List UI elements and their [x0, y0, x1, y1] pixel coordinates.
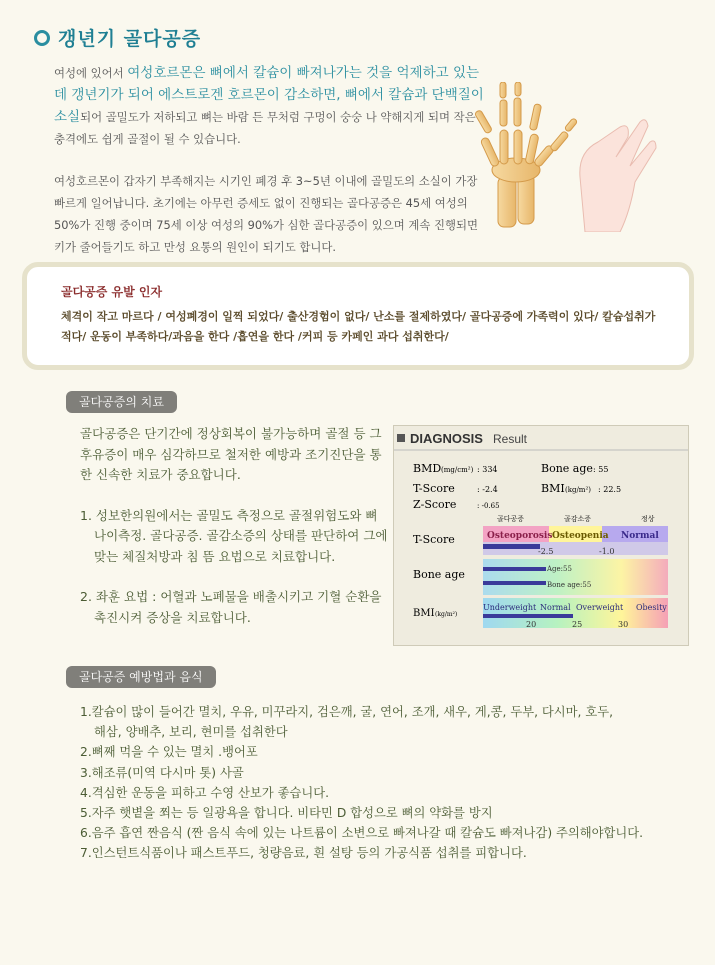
prevention-item: 6.음주 흡연 짠음식 (짠 음식 속에 있는 나트륨이 소변으로 빠져나갈 때 칼슘도 빠져나감) 주의해야합니다. [80, 826, 644, 841]
prevention-list [80, 702, 680, 864]
cat-osteoporosis: Osteoporosis [487, 531, 553, 541]
zscore-label: Z-Score [413, 498, 457, 511]
row-boneage: Bone age [413, 568, 465, 581]
boneage-scale [483, 559, 668, 595]
diagnosis-result-graphic [394, 426, 688, 645]
prevention-item: 2.뼈째 먹을 수 있는 멸치 .뱅어포 [80, 745, 258, 760]
header-square-icon [397, 434, 405, 442]
bmi-cat-overweight: Overweight [576, 603, 624, 612]
bone-age-bar-label: Bone age:55 [547, 581, 592, 589]
intro-paragraph-1: 여성에 있어서 여성호르몬은 뼈에서 칼슘이 빠져나가는 것을 억제하고 있는데 갱년기가 되어 에스트로겐 호르몬이 감소하면, 뼈에서 칼슘과 단백질이 소실되어 골밀도가 저하되고 뼈는 바람 든 무처럼 구멍이 숭숭 나 약해지게 되며 작은 충격에도 쉽게 골절이 될 수 있습니다. [54, 65, 484, 146]
treatment-item-1: 1. 성보한의원에서는 골밀도 측정으로 골절위험도와 뼈 나이측정. 골다공증. 골감소증의 상태를 판단하여 그에 맞는 체질처방과 침 뜸 요법으로 치료합니다. [80, 507, 388, 564]
treatment-item-2: 2. 좌훈 요법 : 어혈과 노폐물을 배출시키고 기혈 순환을 촉진시켜 증상을 치료합니다. [80, 589, 382, 625]
intro-text [54, 62, 484, 278]
row-tscore: T-Score [413, 533, 455, 546]
tscore-tick-2: -1.0 [599, 547, 615, 556]
prevention-item: 해삼, 양배추, 보리, 현미를 섭취한다 [94, 725, 288, 740]
bone-age-bar [483, 581, 546, 585]
tscore-value: : -2.4 [477, 485, 498, 494]
bmi-label: BMI [541, 482, 565, 495]
bone-age-label: Bone age [541, 462, 593, 475]
prevention-item: 1.칼슘이 많이 들어간 멸치, 우유, 미꾸라지, 검은깨, 굴, 연어, 조개, 새우, 게,콩, 두부, 다시마, 호두, [80, 705, 614, 719]
bmi-cat-normal: Normal [540, 603, 571, 612]
diagnosis-result-panel [393, 425, 689, 646]
cat-normal: Normal [621, 531, 659, 541]
circle-bullet-icon [34, 30, 50, 46]
tscore-bar [483, 544, 540, 549]
prevention-item: 7.인스턴트식품이나 패스트푸드, 청량음료, 흰 설탕 등의 가공식품 섭취를 피합니다. [80, 846, 527, 861]
treatment-text [80, 424, 390, 628]
col-osteoporosis: 골다공증 [497, 515, 525, 523]
prevention-item: 4.격심한 운동을 피하고 수영 산보가 좋습니다. [80, 785, 330, 800]
bmi-cat-underweight: Underweight [483, 603, 537, 612]
age-bar [483, 567, 546, 571]
zscore-value: : -0.65 [477, 502, 500, 510]
risk-factors-box [22, 262, 694, 370]
row-bmi-unit: (kg/m²) [435, 611, 458, 618]
prevention-section-label: 골다공증 예방법과 음식 [66, 666, 216, 688]
bmi-value: : 22.5 [598, 485, 622, 494]
diagnosis-header-bold: DIAGNOSIS [410, 431, 483, 446]
row-bmi: BMI [413, 608, 435, 619]
col-normal: 정상 [641, 515, 655, 523]
prevention-item: 5.자주 햇볕을 쬐는 등 일광욕을 합니다. 비타민 D 합성으로 뼈의 약화를 방지 [80, 806, 493, 821]
treatment-paragraph-1: 골다공증은 단기간에 정상회복이 불가능하며 골절 등 그 후유증이 매우 심각하므로 철저한 예방과 조기진단을 통한 신속한 치료가 중요합니다. [80, 426, 382, 482]
bmi-tick-20: 20 [526, 620, 537, 629]
bmi-tick-30: 30 [618, 620, 629, 629]
intro-paragraph-2: 여성호르몬이 갑자기 부족해지는 시기인 폐경 후 3~5년 이내에 골밀도의 소실이 가장 빠르게 일어납니다. 초기에는 아무런 증세도 없이 진행되는 골다공증은 45세 여성의 50%가 진행 중이며 75세 이상 여성의 90%가 심한 골다공증이 있으며 계속 진행되면 키가 줄어들기도 하고 만성 요통의 원인이 되기도 합니다. [54, 174, 479, 254]
age-bar-label: Age:55 [547, 565, 572, 573]
tscore-tick-1: -2.5 [538, 547, 554, 556]
prevention-item: 3.해조류(미역 다시마 톳) 사골 [80, 765, 244, 780]
risk-factors-list: 체격이 작고 마르다 / 여성폐경이 일찍 되었다/ 출산경험이 없다/ 난소를 절제하였다/ 골다공증에 가족력이 있다/ 칼슘섭취가 적다/ 운동이 부족하다/과음을 한다 /흡연을 한다 /커피 등 카페인 과다 섭취한다/ [61, 310, 656, 343]
bmi-bar [483, 614, 573, 618]
diagnosis-header-light: Result [493, 432, 528, 446]
bmd-unit: (mg/cm²) [441, 466, 474, 474]
risk-factors-title: 골다공증 유발 인자 [61, 285, 163, 299]
bmi-tick-25: 25 [572, 620, 583, 629]
col-osteopenia: 골감소증 [564, 515, 592, 523]
cat-osteopenia: Osteopenia [552, 531, 609, 541]
bmi-unit: (kg/m²) [565, 486, 591, 494]
bmd-label: BMD [413, 462, 442, 475]
skeleton-hand-illustration [470, 82, 670, 232]
page-title: 갱년기 골다공증 [34, 24, 201, 51]
tscore-label: T-Score [413, 482, 455, 495]
bmi-cat-obesity: Obesity [636, 603, 667, 612]
treatment-section-label: 골다공증의 치료 [66, 391, 177, 413]
bmd-value: : 334 [477, 465, 498, 474]
bone-age-value: : 55 [593, 465, 609, 474]
